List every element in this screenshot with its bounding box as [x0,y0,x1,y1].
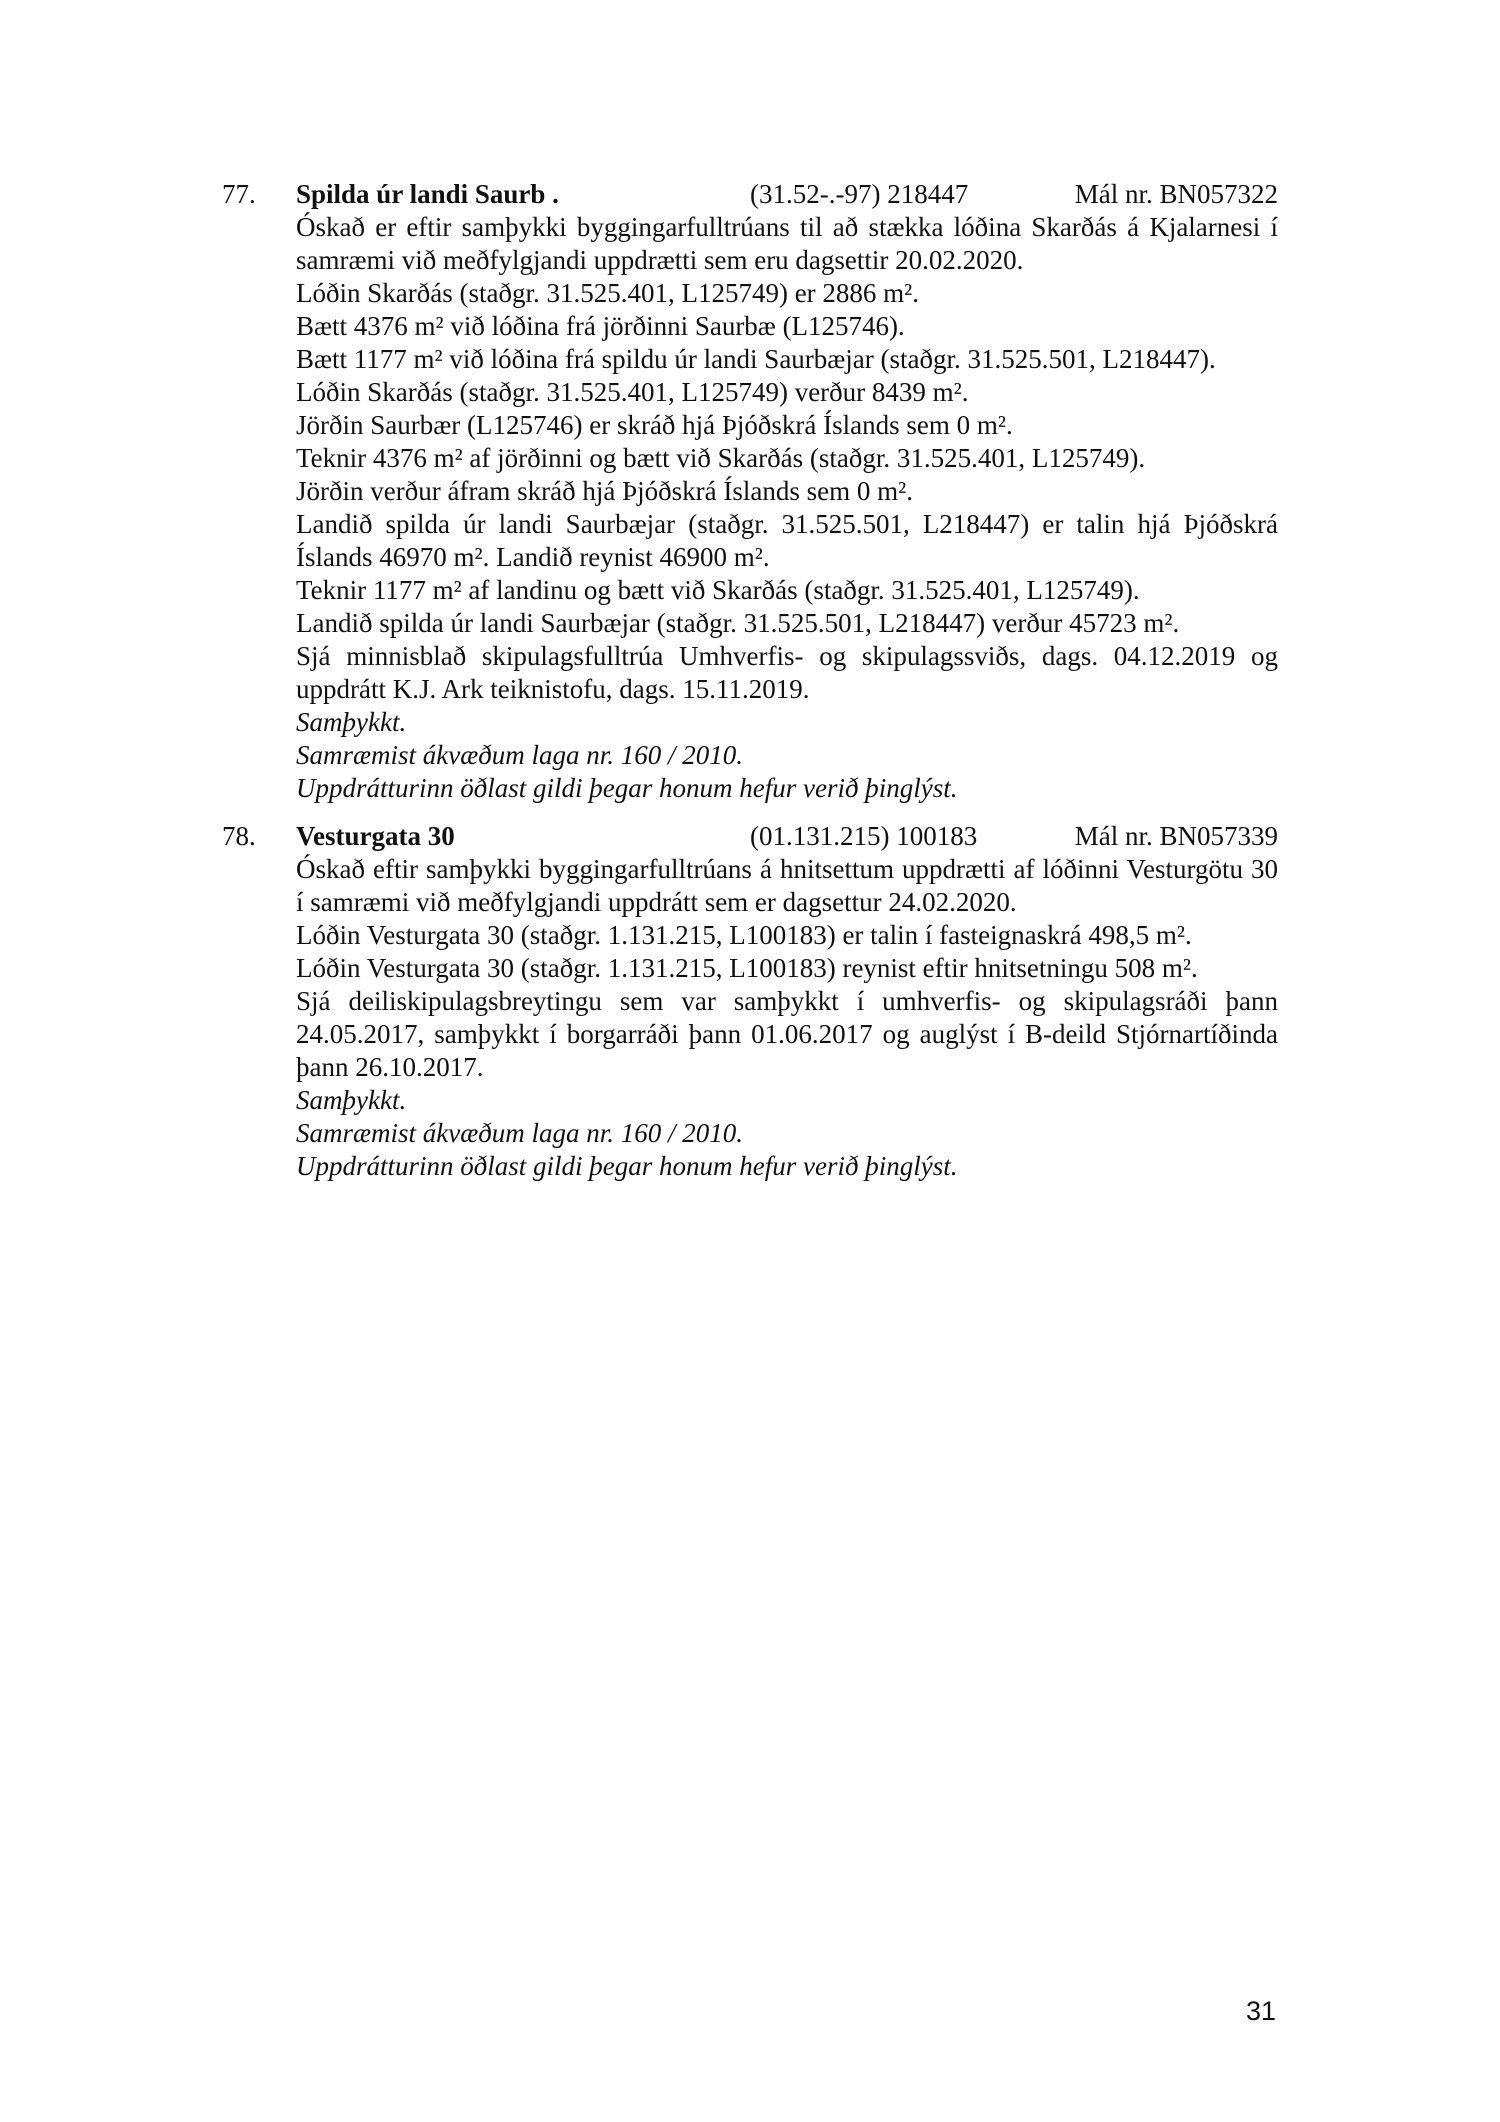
detail-line: Lóðin Skarðás (staðgr. 31.525.401, L125749) verður 8439 m². [296,377,969,407]
detail-line: Landið spilda úr landi Saurbæjar (staðgr. 31.525.501, L218447) verður 45723 m². [296,608,1180,638]
item-number: 77. [222,179,256,209]
detail-line: Teknir 4376 m² af jörðinni og bætt við Skarðás (staðgr. 31.525.401, L125749). [296,443,1146,473]
case-header [222,178,1278,211]
case-body [296,853,1278,1183]
decision-text: Samþykkt. [296,707,407,737]
registration-note: Uppdrátturinn öðlast gildi þegar honum hefur verið þinglýst. [296,1151,958,1181]
case-header [222,820,1278,853]
law-text: Samræmist ákvæðum laga nr. 160 / 2010. [296,740,744,770]
decision-text: Samþykkt. [296,1085,407,1115]
detail-line: Bætt 4376 m² við lóðina frá jörðinni Saurbæ (L125746). [296,311,905,341]
request-paragraph: Óskað er eftir samþykki byggingarfulltrúans til að stækka lóðina Skarðás á Kjalarnesi í samræmi við meðfylgjandi uppdrætti sem eru dagsettir 20.02.2020. [296,212,1278,275]
land-paragraph: Landið spilda úr landi Saurbæjar (staðgr. 31.525.501, L218447) er talin hjá Þjóðskrá Íslands 46970 m². Landið reynist 46900 m². [296,509,1278,572]
case-number: Mál nr. BN057322 [1074,179,1278,209]
page-number: 31 [1245,1996,1276,2026]
case-item-78 [222,820,1278,1183]
detail-line: Bætt 1177 m² við lóðina frá spildu úr landi Saurbæjar (staðgr. 31.525.501, L218447). [296,344,1216,374]
case-number: Mál nr. BN057339 [1074,821,1278,851]
item-number: 78. [222,821,256,851]
request-paragraph: Óskað eftir samþykki byggingarfulltrúans á hnitsettum uppdrætti af lóðinni Vesturgötu 30 í samræmi við meðfylgjandi uppdrátt sem er dagsettur 24.02.2020. [296,854,1278,917]
reference-paragraph: Sjá minnisblað skipulagsfulltrúa Umhverfis- og skipulagssviðs, dags. 04.12.2019 og uppdrátt K.J. Ark teiknistofu, dags. 15.11.2019. [296,641,1278,704]
detail-line: Teknir 1177 m² af landinu og bætt við Skarðás (staðgr. 31.525.401, L125749). [296,575,1140,605]
law-text: Samræmist ákvæðum laga nr. 160 / 2010. [296,1118,744,1148]
case-item-77 [222,178,1278,805]
detail-line: Jörðin Saurbær (L125746) er skráð hjá Þjóðskrá Íslands sem 0 m². [296,410,1013,440]
detail-line: Lóðin Vesturgata 30 (staðgr. 1.131.215, L100183) reynist eftir hnitsetningu 508 m². [296,953,1198,983]
registration-note: Uppdrátturinn öðlast gildi þegar honum hefur verið þinglýst. [296,773,958,803]
property-reference: (31.52-.-97) 218447 [750,179,969,209]
property-reference: (01.131.215) 100183 [750,821,978,851]
item-title: Vesturgata 30 [296,821,455,851]
reference-paragraph: Sjá deiliskipulagsbreytingu sem var samþykkt í umhverfis- og skipulagsráði þann 24.05.2017, samþykkt í borgarráði þann 01.06.2017 og auglýst í B-deild Stjórnartíðinda þann 26.10.2017. [296,986,1278,1082]
detail-line: Jörðin verður áfram skráð hjá Þjóðskrá Íslands sem 0 m². [296,476,913,506]
detail-line: Lóðin Vesturgata 30 (staðgr. 1.131.215, L100183) er talin í fasteignaskrá 498,5 m². [296,920,1192,950]
detail-line: Lóðin Skarðás (staðgr. 31.525.401, L125749) er 2886 m². [296,278,920,308]
case-body [296,211,1278,805]
item-title: Spilda úr landi Saurb . [296,179,559,209]
